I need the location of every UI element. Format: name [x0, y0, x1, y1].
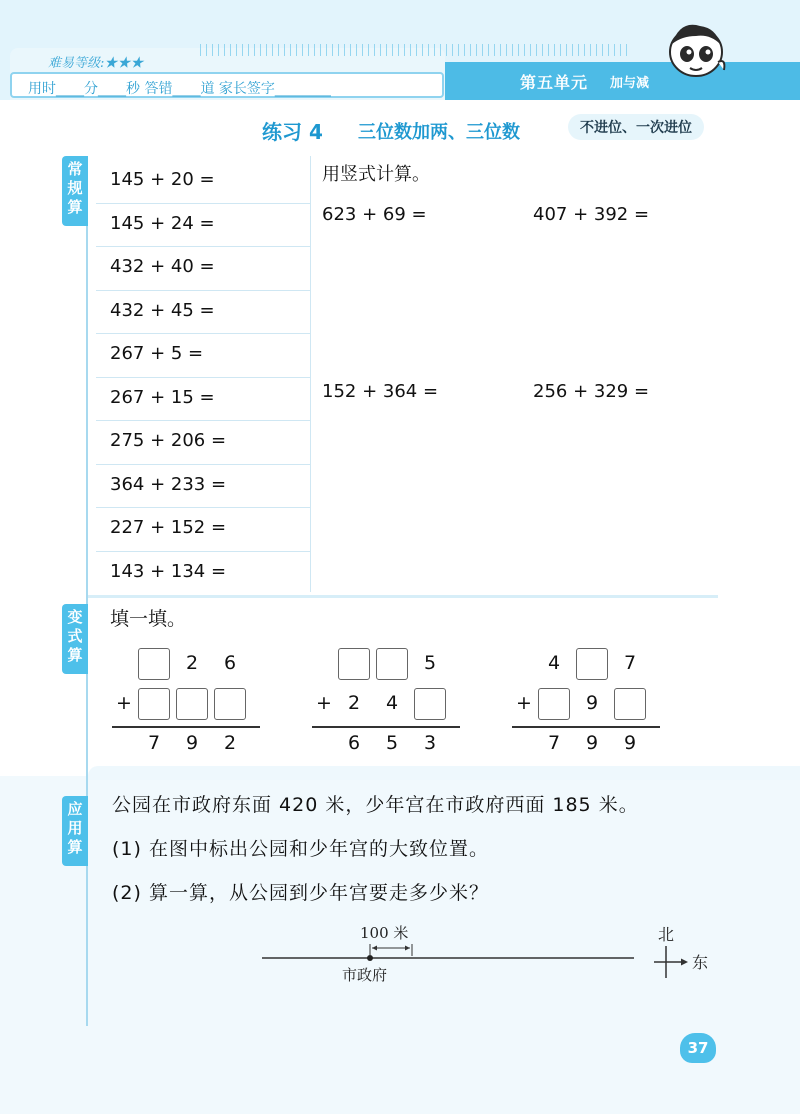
calc-expression: 267 + 15 = [110, 386, 215, 408]
answer-box[interactable] [414, 688, 446, 720]
sum-line [512, 726, 660, 728]
calc-row [96, 421, 310, 465]
result-digit: 6 [347, 732, 361, 754]
calc-expression: 432 + 40 = [110, 256, 215, 277]
east-label: 东 [692, 953, 709, 972]
exercise-number: 练习 4 [262, 120, 323, 144]
vertical-calc-item: 152 + 364 = [322, 381, 439, 402]
answer-box[interactable] [538, 688, 570, 720]
problem-statement: 公园在市政府东面 420 米，少年宫在市政府西面 185 米。 [112, 794, 639, 816]
answer-box[interactable] [576, 648, 608, 680]
calc-expression: 227 + 152 = [110, 517, 227, 538]
calc-expression: 145 + 24 = [110, 212, 215, 234]
city-hall-label: 市政府 [342, 966, 388, 984]
scale-label: 100 米 [360, 924, 409, 942]
exercise-topic: 三位数加两、三位数 [358, 122, 520, 143]
result-digit: 2 [223, 732, 237, 754]
north-label: 北 [658, 925, 675, 944]
calc-expression: 364 + 233 = [110, 473, 227, 495]
plus-sign: + [116, 692, 132, 714]
calc-expression: 145 + 20 = [110, 169, 215, 190]
variant-section-bottom [88, 766, 800, 780]
vertical-calc-item: 623 + 69 = [322, 204, 427, 225]
calc-row [96, 247, 310, 291]
result-digit: 7 [547, 732, 561, 754]
mascot-icon [660, 14, 730, 84]
plus-sign: + [516, 692, 532, 714]
question-1: (1) 在图中标出公园和少年宫的大致位置。 [112, 838, 489, 860]
scale-arrow-right-icon [405, 946, 410, 951]
result-digit: 7 [147, 732, 161, 754]
calc-expression: 432 + 45 = [110, 299, 215, 321]
answer-box[interactable] [138, 648, 170, 680]
vertical-calc-item: 407 + 392 = [533, 204, 650, 225]
calc-row [96, 160, 310, 204]
calc-row [96, 204, 310, 248]
digit: 5 [423, 652, 437, 674]
result-digit: 9 [585, 732, 599, 754]
unit-topic: 加与减 [610, 76, 650, 91]
page-number: 37 [680, 1033, 716, 1063]
answer-box[interactable] [176, 688, 208, 720]
vertical-calc-title: 用竖式计算。 [322, 164, 430, 185]
digit: 4 [547, 652, 561, 674]
east-arrow-icon [681, 959, 688, 966]
unit-title: 第五单元 [520, 73, 589, 92]
calc-row [96, 334, 310, 378]
oral-calc-list [96, 160, 310, 592]
calc-row [96, 465, 310, 509]
scale-arrow-left-icon [372, 946, 377, 951]
header-ruler-decoration [200, 44, 630, 56]
answer-box[interactable] [138, 688, 170, 720]
answer-box[interactable] [376, 648, 408, 680]
digit: 2 [185, 652, 199, 674]
difficulty-label: 难易等级:★★★ [48, 56, 144, 71]
calc-row [96, 508, 310, 552]
exercise-tag: 不进位、一次进位 [568, 114, 704, 140]
record-line: 用时____分____秒 答错____道 家长签字________ [28, 81, 331, 97]
calc-expression: 267 + 5 = [110, 343, 204, 364]
calc-row [96, 291, 310, 335]
sum-line [312, 726, 460, 728]
regular-section-bottom [88, 590, 718, 598]
digit: 6 [223, 652, 237, 674]
plus-sign: + [316, 692, 332, 714]
map-diagram [250, 916, 730, 996]
digit: 2 [347, 692, 361, 714]
result-digit: 9 [185, 732, 199, 754]
fill-in-title: 填一填。 [110, 608, 187, 630]
calc-row [96, 378, 310, 422]
answer-box[interactable] [338, 648, 370, 680]
calc-expression: 275 + 206 = [110, 430, 227, 451]
answer-box[interactable] [614, 688, 646, 720]
tab-regular: 常规算 [62, 156, 88, 226]
sum-line [112, 726, 260, 728]
calc-row [96, 552, 310, 596]
tab-variant: 变式算 [62, 604, 88, 674]
digit: 7 [623, 652, 637, 674]
answer-box[interactable] [214, 688, 246, 720]
section-divider [310, 156, 311, 592]
vertical-calc-item: 256 + 329 = [533, 381, 650, 402]
tab-applied: 应用算 [62, 796, 88, 866]
result-digit: 9 [623, 732, 637, 754]
question-2: (2) 算一算，从公园到少年宫要走多少米？ [112, 882, 489, 904]
result-digit: 5 [385, 732, 399, 754]
calc-expression: 143 + 134 = [110, 560, 227, 582]
result-digit: 3 [423, 732, 437, 754]
digit: 9 [585, 692, 599, 714]
digit: 4 [385, 692, 399, 714]
